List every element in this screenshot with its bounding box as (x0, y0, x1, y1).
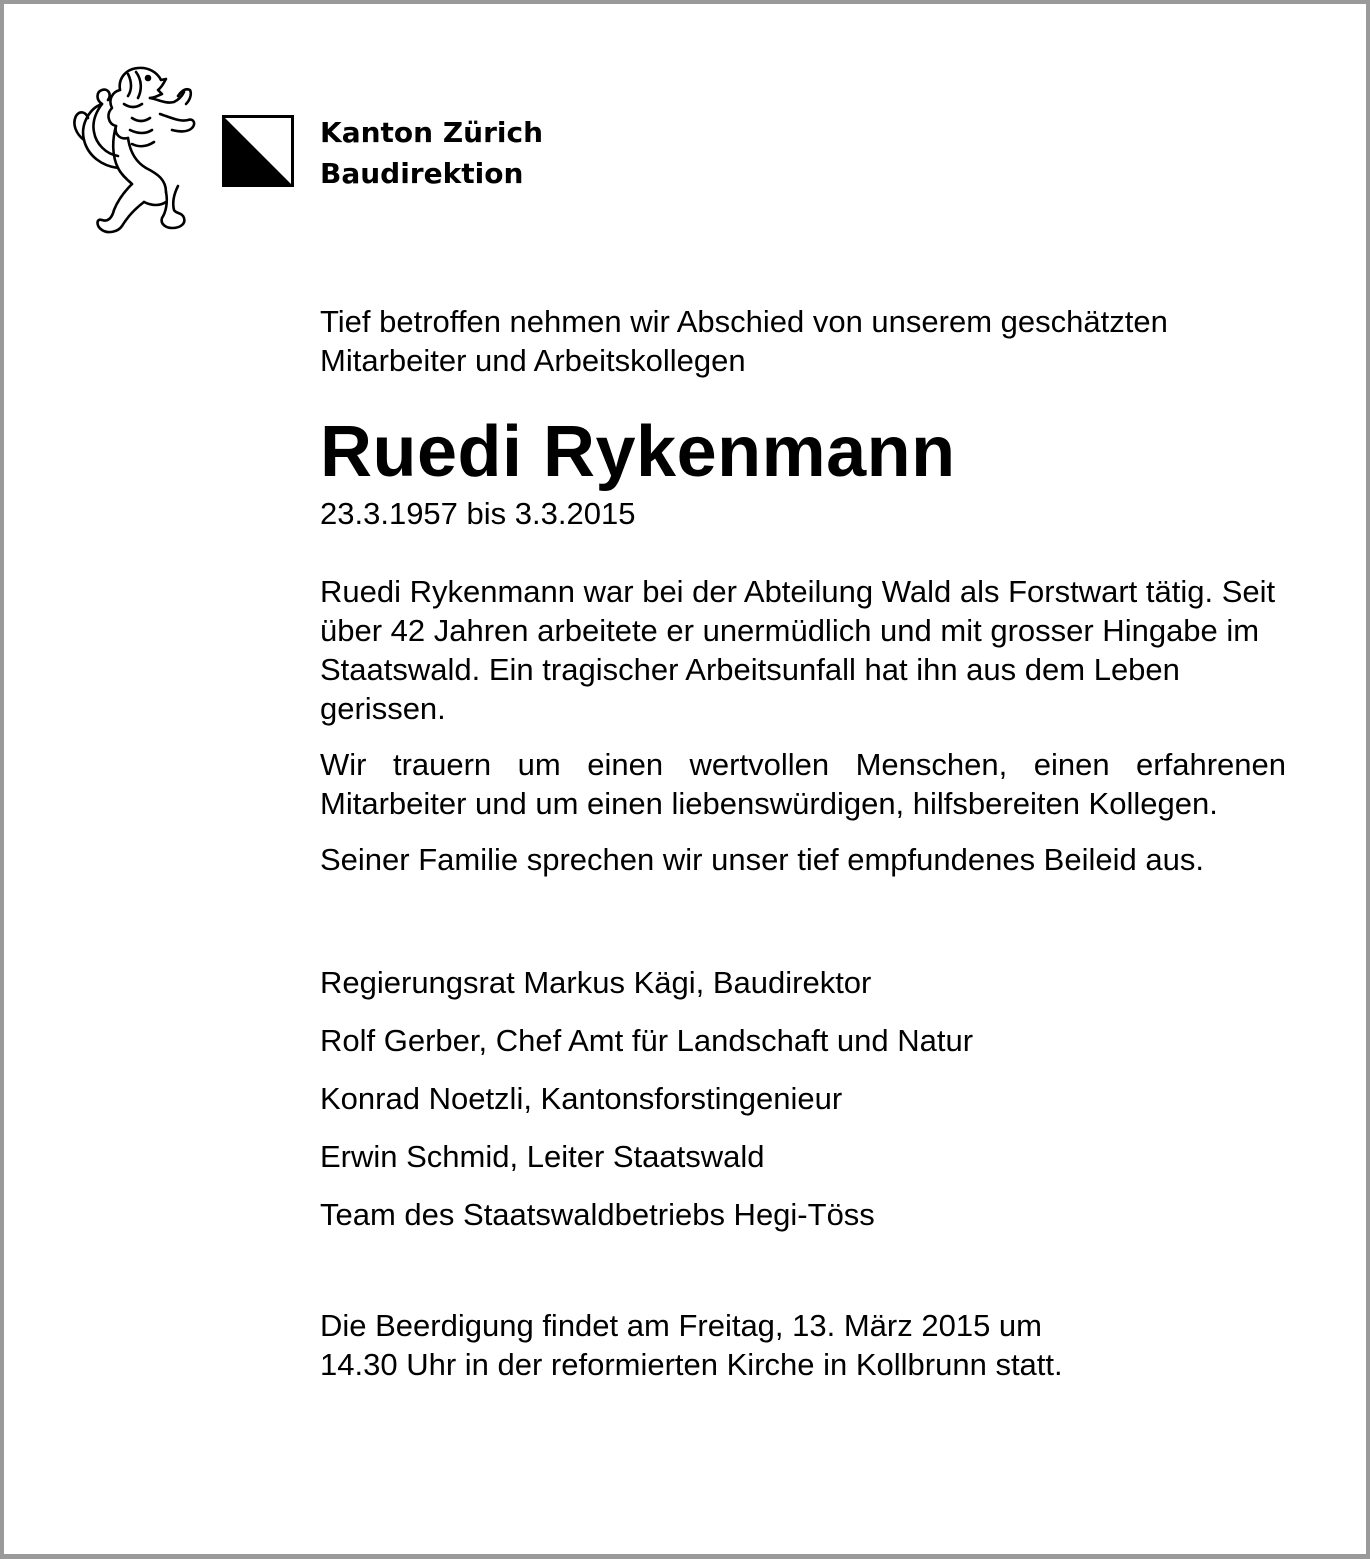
signer: Konrad Noetzli, Kantonsforstingenieur (320, 1081, 843, 1116)
funeral-line: Die Beerdigung findet am Freitag, 13. März 2015 um (320, 1308, 1042, 1343)
signer: Rolf Gerber, Chef Amt für Landschaft und Natur (320, 1023, 974, 1058)
funeral-info (320, 1306, 1286, 1384)
org-canton: Kanton Zürich (320, 116, 544, 149)
tribute-paragraph: Ruedi Rykenmann war bei der Abteilung Wald als Forstwart tätig. Seit über 42 Jahren arbeitete er unermüdlich und mit grosser Hingabe im Staatswald. Ein tragischer Arbeitsunfall hat ihn aus dem Leben gerissen. (320, 574, 1276, 726)
tribute-paragraph: Seiner Familie sprechen wir unser tief empfundenes Beileid aus. (320, 842, 1204, 877)
funeral-line: 14.30 Uhr in der reformierten Kirche in Kollbrunn statt. (320, 1347, 1063, 1382)
signer: Regierungsrat Markus Kägi, Baudirektor (320, 965, 872, 1000)
life-dates: 23.3.1957 bis 3.3.2015 (320, 496, 636, 531)
deceased-name: Ruedi Rykenmann (320, 412, 956, 492)
notice-content (320, 302, 1286, 1384)
organization-name (320, 112, 543, 194)
signer: Team des Staatswaldbetriebs Hegi-Töss (320, 1197, 875, 1232)
signers-list (320, 954, 1286, 1244)
zurich-lion-icon (62, 60, 208, 246)
intro-text: Tief betroffen nehmen wir Abschied von unserem geschätzten Mitarbeiter und Arbeitskollegen (320, 304, 1168, 378)
org-department: Baudirektion (320, 157, 524, 190)
tribute-paragraph: Wir trauern um einen wertvollen Menschen, einen erfahrenen Mitarbeiter und um einen liebenswürdigen, hilfsbereiten Kollegen. (320, 747, 1286, 821)
zurich-flag-icon (222, 115, 294, 187)
signer: Erwin Schmid, Leiter Staatswald (320, 1139, 765, 1174)
